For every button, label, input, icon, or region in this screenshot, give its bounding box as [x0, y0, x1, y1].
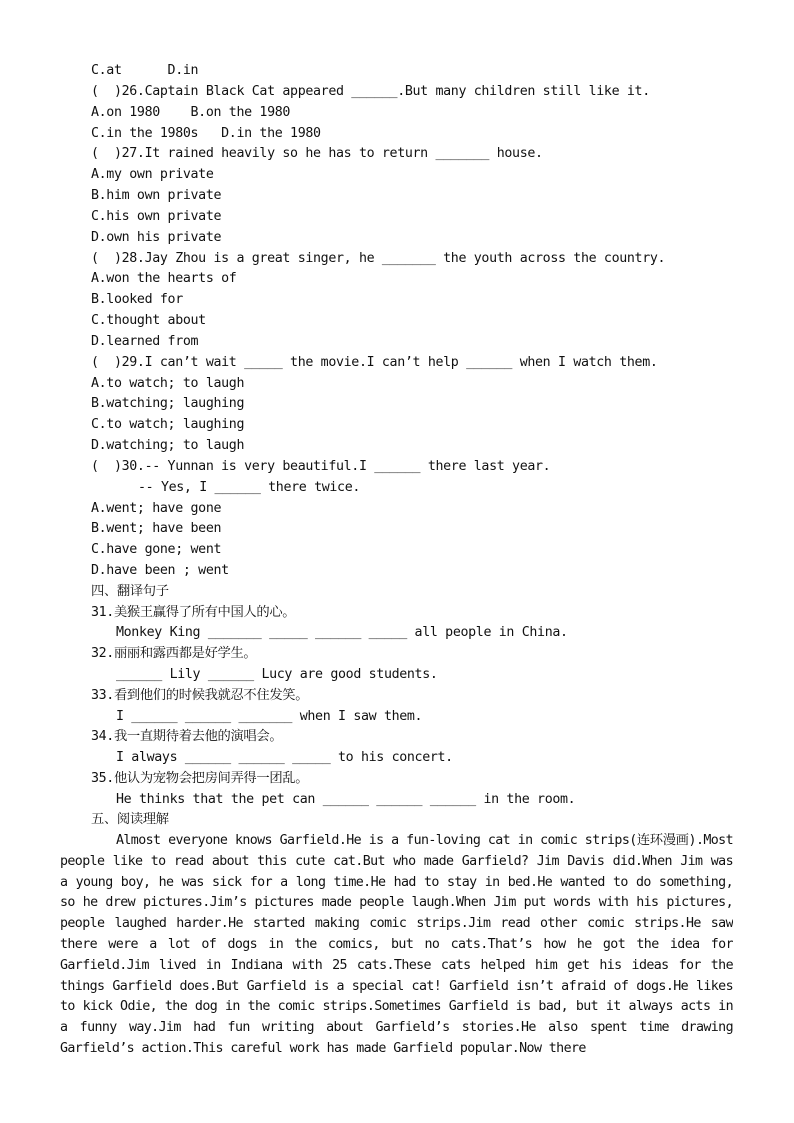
- question-28: ( )28.Jay Zhou is a great singer, he _______ the youth across the country.: [91, 251, 666, 266]
- translation-33-prompt: 33.看到他们的时候我就忍不住发笑。: [91, 688, 309, 703]
- option-27-c: C.his own private: [91, 209, 222, 224]
- question-27: ( )27.It rained heavily so he has to return _______ house.: [91, 146, 543, 161]
- question-26: ( )26.Captain Black Cat appeared ______.But many children still like it.: [91, 84, 650, 99]
- option-28-d: D.learned from: [91, 334, 199, 349]
- option-28-b: B.looked for: [91, 292, 183, 307]
- section-heading-reading: 五、阅读理解: [91, 812, 169, 827]
- question-30-reply: -- Yes, I ______ there twice.: [138, 480, 361, 495]
- option-29-b: B.watching; laughing: [91, 396, 245, 411]
- option-27-a: A.my own private: [91, 167, 214, 182]
- translation-31-prompt: 31.美猴王赢得了所有中国人的心。: [91, 605, 296, 620]
- translation-35-answer: He thinks that the pet can ______ ______ ______ in the room.: [116, 792, 576, 807]
- option-29-c: C.to watch; laughing: [91, 417, 245, 432]
- option-30-a: A.went; have gone: [91, 501, 222, 516]
- translation-34-answer: I always ______ ______ _____ to his concert.: [116, 750, 453, 765]
- translation-32-answer: ______ Lily ______ Lucy are good students.: [116, 667, 438, 682]
- option-28-c: C.thought about: [91, 313, 206, 328]
- option-30-d: D.have been ; went: [91, 563, 229, 578]
- question-29: ( )29.I can’t wait _____ the movie.I can’t help ______ when I watch them.: [91, 355, 658, 370]
- translation-35-prompt: 35.他认为宠物会把房间弄得一团乱。: [91, 771, 309, 786]
- option-29-d: D.watching; to laugh: [91, 438, 245, 453]
- section-heading-translation: 四、翻译句子: [91, 584, 169, 599]
- question-30: ( )30.-- Yunnan is very beautiful.I ______ there last year.: [91, 459, 551, 474]
- option-28-a: A.won the hearts of: [91, 271, 237, 286]
- translation-34-prompt: 34.我一直期待着去他的演唱会。: [91, 729, 283, 744]
- option-27-d: D.own his private: [91, 230, 222, 245]
- option-line-25-cd: C.at D.in: [91, 63, 199, 78]
- translation-32-prompt: 32.丽丽和露西都是好学生。: [91, 646, 257, 661]
- option-30-c: C.have gone; went: [91, 542, 222, 557]
- option-27-b: B.him own private: [91, 188, 222, 203]
- translation-33-answer: I ______ ______ _______ when I saw them.: [116, 709, 423, 724]
- option-line-26-cd: C.in the 1980s D.in the 1980: [91, 126, 321, 141]
- translation-31-answer: Monkey King _______ _____ ______ _____ all people in China.: [116, 625, 568, 640]
- option-line-26-ab: A.on 1980 B.on the 1980: [91, 105, 291, 120]
- option-30-b: B.went; have been: [91, 521, 222, 536]
- option-29-a: A.to watch; to laugh: [91, 376, 245, 391]
- reading-passage: Almost everyone knows Garfield.He is a fun-loving cat in comic strips(连环漫画).Most people like to read about this cute cat.But who made Garfield? Jim Davis did.When Jim was a young boy, he was sick for a long time.He had to stay in bed.He wanted to do something, so he drew pictures.Jim’s pictures made people laugh.When Jim put words with his pictures, people laughed harder.He started making comic strips.Jim read other comic strips.He saw there were a lot of dogs in the comics, but no cats.That’s how he got the idea for Garfield.Jim lived in Indiana with 25 cats.These cats helped him get his ideas for the things Garfield does.But Garfield is a special cat! Garfield isn’t afraid of dogs.He likes to kick Odie, the dog in the comic strips.Sometimes Garfield is bad, but it always acts in a funny way.Jim had fun writing about Garfield’s stories.He also spent time drawing Garfield’s action.This careful work has made Garfield popular.Now there: [60, 833, 733, 1056]
